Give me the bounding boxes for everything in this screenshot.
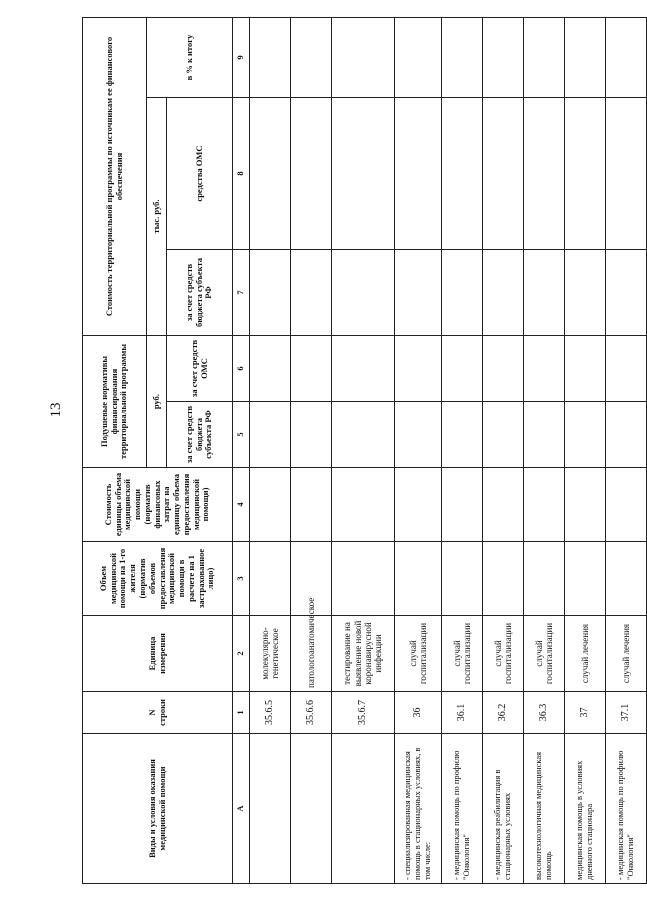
row-unit: случай лечения [565, 616, 606, 692]
row-code: 36.1 [442, 692, 483, 734]
row-volume [332, 542, 395, 616]
row-code: 37 [565, 692, 606, 734]
row-code: 36.2 [483, 692, 524, 734]
table-row [483, 18, 524, 884]
row-percent [483, 18, 524, 98]
row-budget-per-capita [332, 402, 395, 468]
row-code: 35.6.5 [250, 692, 291, 734]
rotated-table-container [82, 18, 635, 884]
row-budget-per-capita [606, 402, 647, 468]
row-unit: случай госпитализации [524, 616, 565, 692]
header-rub: руб. [147, 336, 167, 468]
header-oms-per-capita: за счет средств ОМС [167, 336, 233, 402]
row-budget-per-capita [483, 402, 524, 468]
row-oms-cost [524, 98, 565, 250]
colnum-4: 4 [233, 468, 250, 542]
row-oms-per-capita [442, 336, 483, 402]
row-oms-cost [606, 98, 647, 250]
row-percent [332, 18, 395, 98]
row-code: 35.6.6 [291, 692, 332, 734]
row-oms-cost [483, 98, 524, 250]
column-numbers-row [233, 18, 250, 884]
row-code: 37.1 [606, 692, 647, 734]
row-unit-cost [483, 468, 524, 542]
row-budget-per-capita [565, 402, 606, 468]
row-unit-cost [442, 468, 483, 542]
table-row [332, 18, 395, 884]
row-volume [250, 542, 291, 616]
table-row [565, 18, 606, 884]
row-volume [483, 542, 524, 616]
row-percent [395, 18, 442, 98]
colnum-8: 8 [233, 98, 250, 250]
row-volume [395, 542, 442, 616]
row-volume [524, 542, 565, 616]
header-percent-total: в % к итогу [147, 18, 233, 98]
row-kind: - медицинская реабилитация в стационарных условиях [483, 734, 524, 884]
row-unit-cost [250, 468, 291, 542]
row-unit: случай госпитализации [442, 616, 483, 692]
header-budget-per-capita: за счет средств бюджета субъекта РФ [167, 402, 233, 468]
row-unit: случай лечения [606, 616, 647, 692]
row-oms-per-capita [565, 336, 606, 402]
row-volume [606, 542, 647, 616]
page-number: 13 [48, 402, 64, 418]
row-unit-cost [524, 468, 565, 542]
row-oms-per-capita [291, 336, 332, 402]
row-budget-cost [332, 250, 395, 336]
row-kind: - специализированная медицинская помощь в стационарных условиях, в том числе: [395, 734, 442, 884]
row-oms-cost [395, 98, 442, 250]
table-row [524, 18, 565, 884]
row-budget-cost [442, 250, 483, 336]
colnum-5: 5 [233, 402, 250, 468]
table-row [606, 18, 647, 884]
header-unit: Единица измерения [83, 616, 233, 692]
colnum-6: 6 [233, 336, 250, 402]
row-budget-per-capita [524, 402, 565, 468]
row-oms-cost [442, 98, 483, 250]
colnum-a: А [233, 734, 250, 884]
row-budget-cost [606, 250, 647, 336]
header-oms-cost: средства ОМС [167, 98, 233, 250]
row-oms-per-capita [395, 336, 442, 402]
header-volume: Объем медицинской помощи на 1-го жителя (норматив объемов предоставления медицинской помощи в расчете на 1 застрахованное лицо) [83, 542, 233, 616]
row-oms-per-capita [524, 336, 565, 402]
row-oms-cost [332, 98, 395, 250]
row-unit-cost [606, 468, 647, 542]
row-oms-per-capita [483, 336, 524, 402]
row-volume [565, 542, 606, 616]
row-unit: случай госпитализации [483, 616, 524, 692]
row-budget-per-capita [442, 402, 483, 468]
row-unit: тестирование на выявление новой коронавирусной инфекции [332, 616, 395, 692]
row-percent [250, 18, 291, 98]
row-budget-cost [395, 250, 442, 336]
table-row [442, 18, 483, 884]
document-stage [82, 18, 635, 884]
colnum-1: 1 [233, 692, 250, 734]
row-oms-per-capita [332, 336, 395, 402]
header-budget-cost: за счет средств бюджета субъекта РФ [167, 250, 233, 336]
header-row-number: N строки [83, 692, 233, 734]
program-cost-table [82, 17, 647, 884]
row-oms-per-capita [250, 336, 291, 402]
table-row [395, 18, 442, 884]
header-row-1 [83, 18, 147, 884]
row-kind [332, 734, 395, 884]
row-percent [524, 18, 565, 98]
row-code: 36 [395, 692, 442, 734]
row-budget-cost [565, 250, 606, 336]
header-thousand-rub: тыс. руб. [147, 98, 167, 336]
row-unit-cost [565, 468, 606, 542]
row-unit: молекулярно-генетическое [250, 616, 291, 692]
row-percent [606, 18, 647, 98]
row-budget-cost [250, 250, 291, 336]
row-kind [291, 734, 332, 884]
row-budget-per-capita [250, 402, 291, 468]
header-unit-cost: Стоимость единицы объема медицинской помощи (норматив финансовых затрат на единицу объема предоставления медицинской помощи) [83, 468, 233, 542]
row-unit-cost [395, 468, 442, 542]
header-kinds: Виды и условия оказания медицинской помощи [83, 734, 233, 884]
row-oms-cost [565, 98, 606, 250]
row-kind [250, 734, 291, 884]
row-budget-cost [291, 250, 332, 336]
row-percent [442, 18, 483, 98]
header-per-capita-norms: Подушевые нормативы финансирования территориальной программы [83, 336, 147, 468]
table-row [250, 18, 291, 884]
colnum-2: 2 [233, 616, 250, 692]
row-oms-per-capita [606, 336, 647, 402]
row-budget-cost [483, 250, 524, 336]
row-percent [291, 18, 332, 98]
row-code: 36.3 [524, 692, 565, 734]
row-kind: - медицинская помощь по профилю "Онкология" [606, 734, 647, 884]
row-code: 35.6.7 [332, 692, 395, 734]
row-percent [565, 18, 606, 98]
row-budget-cost [524, 250, 565, 336]
row-unit-cost [332, 468, 395, 542]
row-unit: случай госпитализации [395, 616, 442, 692]
row-budget-per-capita [291, 402, 332, 468]
row-unit: патологоанатомическое [291, 616, 332, 692]
row-oms-cost [291, 98, 332, 250]
colnum-9: 9 [233, 18, 250, 98]
colnum-3: 3 [233, 542, 250, 616]
row-volume [442, 542, 483, 616]
row-kind: - медицинская помощь по профилю "Онкология" [442, 734, 483, 884]
row-unit-cost [291, 468, 332, 542]
table-row [291, 18, 332, 884]
header-program-cost: Стоимость территориальной программы по источникам ее финансового обеспечения [83, 18, 147, 336]
colnum-7: 7 [233, 250, 250, 336]
row-budget-per-capita [395, 402, 442, 468]
row-kind: высокотехнологичная медицинская помощь [524, 734, 565, 884]
row-kind: медицинская помощь в условиях дневного стационара [565, 734, 606, 884]
row-oms-cost [250, 98, 291, 250]
